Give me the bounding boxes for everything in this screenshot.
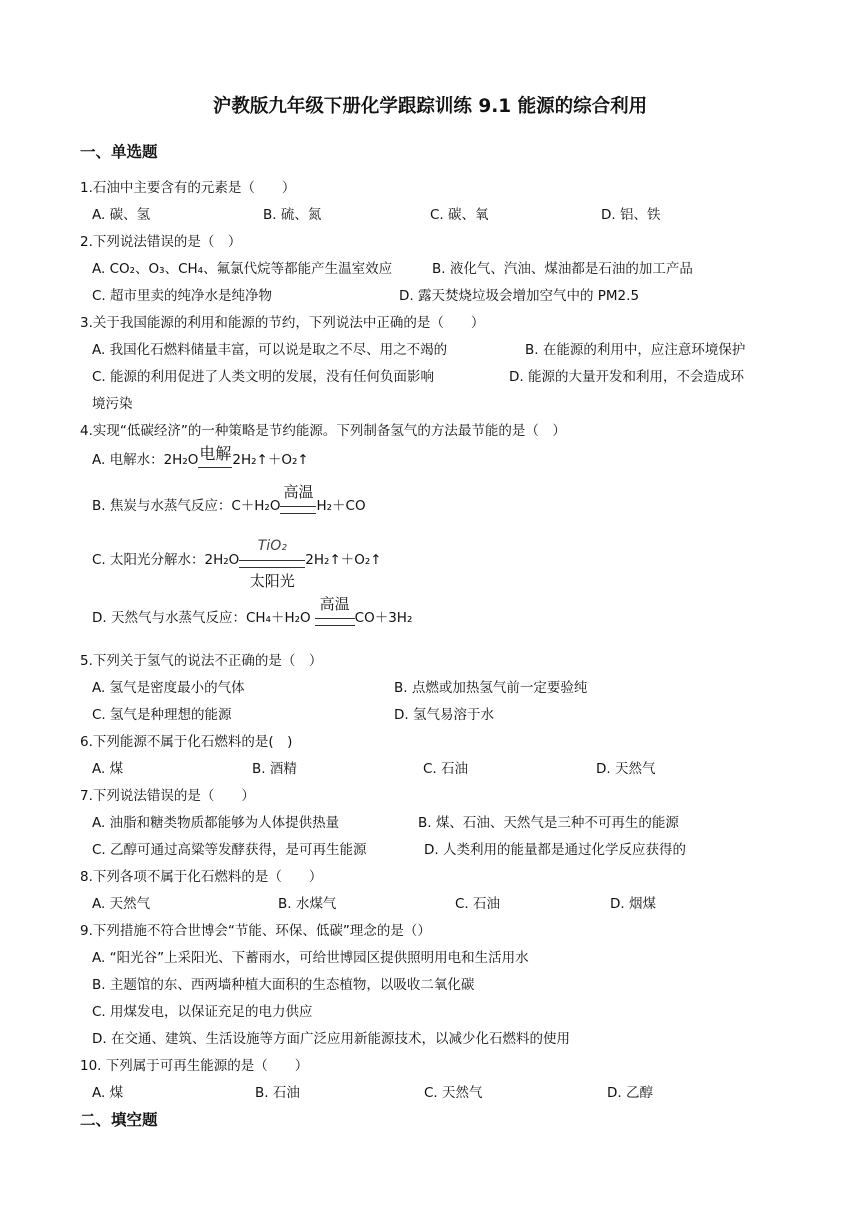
question-7-option-a[interactable]: A. 油脂和糖类物质都能够为人体提供热量 xyxy=(92,815,340,831)
question-2-stem: 2.下列说法错误的是（ ） xyxy=(80,234,242,250)
question-1-stem: 1.石油中主要含有的元素是（ ） xyxy=(80,180,296,196)
question-7-option-b[interactable]: B. 煤、石油、天然气是三种不可再生的能源 xyxy=(418,815,679,831)
question-3-stem: 3.关于我国能源的利用和能源的节约，下列说法中正确的是（ ） xyxy=(80,315,485,331)
option-a-products: 2H₂↑＋O₂↑ xyxy=(232,452,309,468)
question-1-option-b[interactable]: B. 硫、氮 xyxy=(263,207,322,223)
question-4-option-d[interactable] xyxy=(92,595,413,646)
question-4-stem: 4.实现“低碳经济”的一种策略是节约能源。下列制备氢气的方法最节能的是（ ） xyxy=(80,423,566,439)
question-4-option-c[interactable] xyxy=(92,538,382,590)
question-8-option-a[interactable]: A. 天然气 xyxy=(92,896,151,912)
question-5-option-d[interactable]: D. 氢气易溶于水 xyxy=(394,707,494,723)
question-9-option-d[interactable]: D. 在交通、建筑、生活设施等方面广泛应用新能源技术，以减少化石燃料的使用 xyxy=(92,1031,570,1047)
option-a-reactants: A. 电解水：2H₂O xyxy=(92,452,199,468)
question-10-stem: 10. 下列属于可再生能源的是（ ） xyxy=(80,1058,309,1074)
question-9-option-b[interactable]: B. 主题馆的东、西两墙种植大面积的生态植物，以吸收二氧化碳 xyxy=(92,977,475,993)
question-6-option-b[interactable]: B. 酒精 xyxy=(252,761,297,777)
option-d-reactants: D. 天然气与水蒸气反应：CH₄＋H₂O xyxy=(92,610,311,626)
option-b-reactants: B. 焦炭与水蒸气反应：C＋H₂O xyxy=(92,498,281,514)
option-c-double-line xyxy=(239,560,305,568)
question-3-option-d-continued: 境污染 xyxy=(92,396,133,412)
question-5-option-b[interactable]: B. 点燃或加热氢气前一定要验纯 xyxy=(394,680,588,696)
question-1-option-a[interactable]: A. 碳、氢 xyxy=(92,207,151,223)
question-3-option-d[interactable]: D. 能源的大量开发和利用，不会造成环 xyxy=(509,369,744,385)
option-b-condition: 高温 xyxy=(283,483,314,501)
question-6-option-c[interactable]: C. 石油 xyxy=(423,761,469,777)
option-d-products: CO＋3H₂ xyxy=(354,610,413,626)
page-title: 沪教版九年级下册化学跟踪训练 9.1 能源的综合利用 xyxy=(212,96,648,117)
question-2-option-d[interactable]: D. 露天焚烧垃圾会增加空气中的 PM2.5 xyxy=(399,288,640,304)
option-c-reactants: C. 太阳光分解水：2H₂O xyxy=(92,552,240,568)
question-6-stem: 6.下列能源不属于化石燃料的是( ) xyxy=(80,734,293,750)
question-1-option-d[interactable]: D. 铝、铁 xyxy=(601,207,661,223)
option-a-condition: 电解 xyxy=(199,444,232,463)
question-5-stem: 5.下列关于氢气的说法不正确的是（ ） xyxy=(80,653,323,669)
option-a-arrow-line xyxy=(198,467,232,468)
question-5-option-a[interactable]: A. 氢气是密度最小的气体 xyxy=(92,680,245,696)
question-7-option-d[interactable]: D. 人类利用的能量都是通过化学反应获得的 xyxy=(424,842,686,858)
question-9-option-c[interactable]: C. 用煤发电，以保证充足的电力供应 xyxy=(92,1004,313,1020)
question-10-option-d[interactable]: D. 乙醇 xyxy=(607,1085,653,1101)
question-4-option-b[interactable] xyxy=(92,483,366,534)
option-c-catalyst: TiO₂ xyxy=(257,538,287,554)
question-5-option-c[interactable]: C. 氢气是种理想的能源 xyxy=(92,707,232,723)
question-3-option-a[interactable]: A. 我国化石燃料储量丰富，可以说是取之不尽、用之不竭的 xyxy=(92,342,448,358)
question-9-stem: 9.下列措施不符合世博会“节能、环保、低碳”理念的是（） xyxy=(80,923,431,939)
question-2-option-c[interactable]: C. 超市里卖的纯净水是纯净物 xyxy=(92,288,273,304)
section-heading-single-choice: 一、单选题 xyxy=(80,143,158,161)
question-7-option-c[interactable]: C. 乙醇可通过高粱等发酵获得，是可再生能源 xyxy=(92,842,367,858)
question-9-option-a[interactable]: A. “阳光谷”上采阳光、下蓄雨水，可给世博园区提供照明用电和生活用水 xyxy=(92,950,529,966)
option-d-condition: 高温 xyxy=(319,595,350,613)
question-10-option-b[interactable]: B. 石油 xyxy=(255,1085,300,1101)
option-c-condition: 太阳光 xyxy=(249,572,295,590)
question-2-option-b[interactable]: B. 液化气、汽油、煤油都是石油的加工产品 xyxy=(432,261,693,277)
question-8-option-b[interactable]: B. 水煤气 xyxy=(278,896,337,912)
question-8-stem: 8.下列各项不属于化石燃料的是（ ） xyxy=(80,869,323,885)
question-6-option-d[interactable]: D. 天然气 xyxy=(596,761,656,777)
option-b-double-line xyxy=(280,506,316,514)
question-10-option-c[interactable]: C. 天然气 xyxy=(424,1085,483,1101)
question-4-option-a[interactable] xyxy=(92,444,309,488)
option-d-double-line xyxy=(315,618,355,626)
section-heading-fill-in: 二、填空题 xyxy=(80,1111,158,1129)
question-8-option-c[interactable]: C. 石油 xyxy=(455,896,501,912)
option-b-products: H₂＋CO xyxy=(316,498,366,514)
question-1-option-c[interactable]: C. 碳、氧 xyxy=(430,207,489,223)
question-10-option-a[interactable]: A. 煤 xyxy=(92,1085,124,1101)
option-c-products: 2H₂↑＋O₂↑ xyxy=(305,552,382,568)
question-3-option-c[interactable]: C. 能源的利用促进了人类文明的发展，没有任何负面影响 xyxy=(92,369,435,385)
question-3-option-b[interactable]: B. 在能源的利用中，应注意环境保护 xyxy=(525,342,746,358)
question-2-option-a[interactable]: A. CO₂、O₃、CH₄、氟氯代烷等都能产生温室效应 xyxy=(92,261,393,277)
question-6-option-a[interactable]: A. 煤 xyxy=(92,761,124,777)
question-7-stem: 7.下列说法错误的是（ ） xyxy=(80,788,255,804)
question-8-option-d[interactable]: D. 烟煤 xyxy=(610,896,656,912)
